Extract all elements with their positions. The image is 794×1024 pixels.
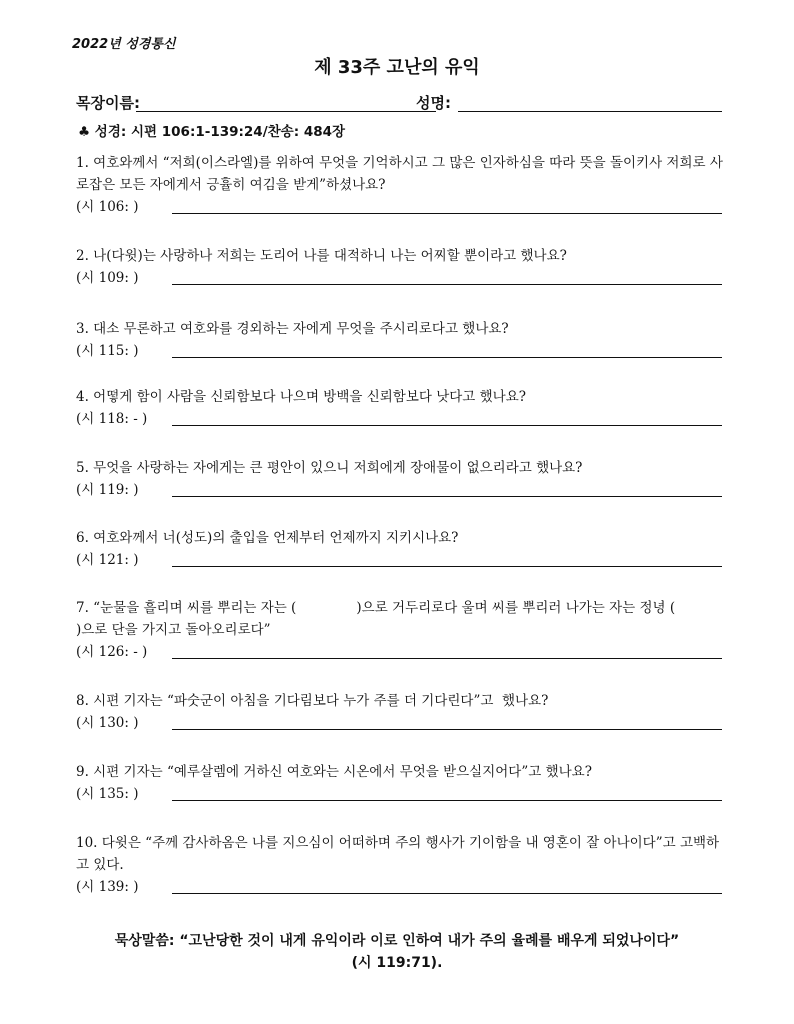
question-text: 3. 대소 무론하고 여호와를 경외하는 자에게 무엇을 주시리로다고 했나요?	[76, 321, 509, 337]
answer-line[interactable]	[172, 658, 722, 659]
question-6	[76, 527, 726, 571]
question-9	[76, 761, 726, 805]
question-3	[76, 318, 726, 362]
reference: (시 139: )	[76, 879, 139, 895]
meditation-text: 묵상말씀: “고난당한 것이 내게 유익이라 이로 인하여 내가 주의 율례를 배우게 되었나이다”	[114, 933, 680, 949]
question-10	[76, 832, 726, 898]
answer-line[interactable]	[172, 800, 722, 801]
meditation-verse	[0, 930, 794, 974]
name-field-line[interactable]	[458, 111, 722, 112]
reference: (시 126: - )	[76, 644, 148, 660]
answer-line[interactable]	[172, 357, 722, 358]
question-text: 4. 어떻게 함이 사람을 신뢰함보다 나으며 방백을 신뢰함보다 낫다고 했나요?	[76, 389, 526, 405]
answer-line[interactable]	[172, 729, 722, 730]
meditation-reference: (시 119:71).	[351, 955, 443, 971]
answer-line[interactable]	[172, 284, 722, 285]
header-note: 2022년 성경통신	[72, 37, 176, 52]
reference: (시 118: - )	[76, 411, 148, 427]
question-text: 10. 다윗은 “주께 감사하옴은 나를 지으심이 어떠하며 주의 행사가 기이함을 내 영혼이 잘 아나이다”고 고백하고 있다.	[76, 835, 720, 873]
reference: (시 115: )	[76, 343, 139, 359]
question-1	[76, 152, 726, 218]
page-title: 제 33주 고난의 유익	[314, 57, 480, 78]
reference: (시 106: )	[76, 199, 139, 215]
reference: (시 119: )	[76, 482, 139, 498]
question-7	[76, 597, 736, 663]
name-label: 성명:	[416, 94, 451, 112]
answer-line[interactable]	[172, 566, 722, 567]
answer-line[interactable]	[172, 893, 722, 894]
question-text: 5. 무엇을 사랑하는 자에게는 큰 평안이 있으니 저희에게 장애물이 없으리라고 했나요?	[76, 460, 583, 476]
scripture-line: ♣ 성경: 시편 106:1-139:24/찬송: 484장	[78, 124, 346, 140]
question-4	[76, 386, 726, 430]
question-text: 1. 여호와께서 “저희(이스라엘)를 위하여 무엇을 기억하시고 그 많은 인자하심을 따라 뜻을 돌이키사 저희로 사로잡은 모든 자에게서 긍휼히 여김을 받게”하셨나요?	[76, 155, 723, 193]
question-5	[76, 457, 726, 501]
leader-label: 목장이름:	[76, 94, 140, 112]
answer-line[interactable]	[172, 213, 722, 214]
question-text: 8. 시편 기자는 “파숫군이 아침을 기다림보다 누가 주를 더 기다린다”고 했나요?	[76, 693, 549, 709]
question-2	[76, 245, 726, 289]
answer-line[interactable]	[172, 496, 722, 497]
name-row	[76, 92, 722, 114]
reference: (시 135: )	[76, 786, 139, 802]
reference: (시 121: )	[76, 552, 139, 568]
reference: (시 130: )	[76, 715, 139, 731]
question-text: 9. 시편 기자는 “예루살렘에 거하신 여호와는 시온에서 무엇을 받으실지어다”고 했나요?	[76, 764, 592, 780]
reference: (시 109: )	[76, 270, 139, 286]
question-text: 2. 나(다윗)는 사랑하나 저희는 도리어 나를 대적하니 나는 어찌할 뿐이라고 했나요?	[76, 248, 567, 264]
answer-line[interactable]	[172, 425, 722, 426]
question-text: 7. “눈물을 흘리며 씨를 뿌리는 자는 ( )으로 거두리로다 울며 씨를 뿌리러 나가는 자는 정녕 ( )으로 단을 가지고 돌아오리로다”	[76, 600, 736, 638]
question-8	[76, 690, 726, 734]
question-text: 6. 여호와께서 너(성도)의 출입을 언제부터 언제까지 지키시나요?	[76, 530, 459, 546]
leader-field-line[interactable]	[136, 111, 436, 112]
